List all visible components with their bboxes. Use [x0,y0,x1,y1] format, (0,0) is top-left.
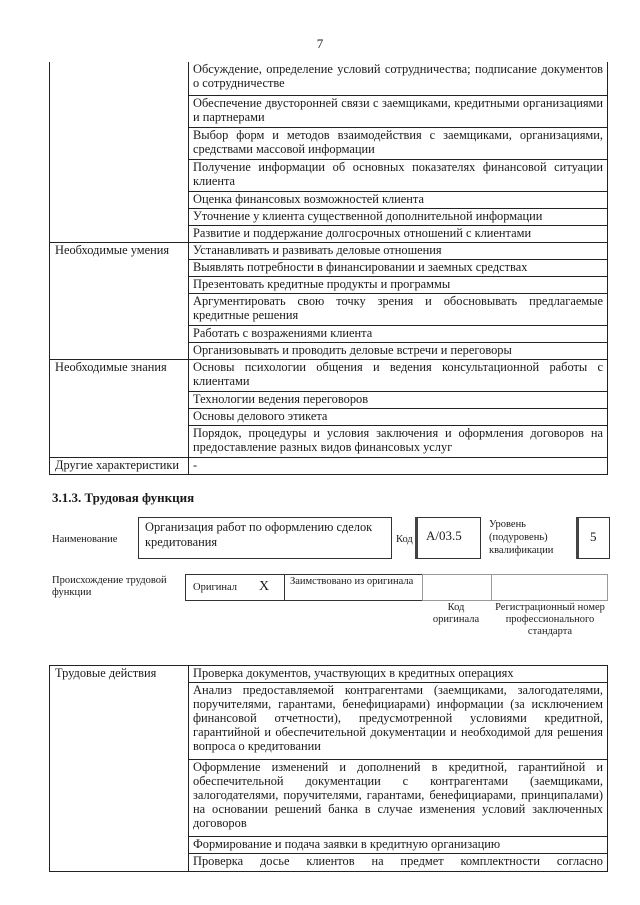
action-item: Анализ предоставляемой контрагентами (заемщиками, залогодателями, поручителями, гарантами, бенефициарами) информации (за исключением финансовой отчетности), предусмотренной условиями кредитной, гарантийной и обеспечительной документации и необходимой для решения вопроса о кредитовании [189,683,608,760]
knowledge-label: Необходимые знания [50,360,189,458]
table-row [50,458,608,475]
section-title: 3.1.3. Трудовая функция [52,490,195,505]
original-code-box [422,574,492,601]
code-label: Код [396,534,413,545]
level-label: Уровень (подуровень) квалификации [489,519,554,556]
knowledge-item: Основы делового этикета [189,409,608,426]
skill-item: Аргументировать свою точку зрения и обосновывать предлагаемые кредитные решения [189,294,608,326]
other-value: - [189,458,608,475]
original-box [185,574,285,601]
table-row [50,666,608,683]
knowledge-item: Порядок, процедуры и условия заключения и оформления договоров на предоставление разных видов финансовых услуг [189,426,608,458]
action-item: Обеспечение двусторонней связи с заемщиками, кредитными организациями и партнерами [189,96,608,128]
level-box [576,517,610,559]
code-value: А/03.5 [426,528,462,543]
action-item: Развитие и поддержание долгосрочных отношений с клиентами [189,226,608,243]
action-item: Проверка документов, участвующих в кредитных операциях [189,666,608,683]
original-label: Оригинал [193,582,237,593]
action-item: Оформление изменений и дополнений в кредитной, гарантийной и обеспечительной документации с контрагентами (заемщиками, залогодателями, поручителями, гарантами, бенефициарами, принципалами) на основании решений банка в случае изменения условий заключенных договоров [189,760,608,837]
labor-actions-label: Трудовые действия [50,666,189,872]
continued-label-cell [50,62,189,243]
name-label: Наименование [52,534,118,545]
page-number: 7 [316,36,324,51]
skill-item: Работать с возражениями клиента [189,326,608,343]
function-name: Организация работ по оформлению сделок кредитования [145,520,373,549]
knowledge-item: Основы психологии общения и ведения консультационной работы с клиентами [189,360,608,392]
borrowed-label: Заимствовано из оригинала [290,576,414,587]
action-item: Обсуждение, определение условий сотрудничества; подписание документов о сотрудничестве [189,62,608,96]
code-caption: Код оригинала [432,602,480,625]
skill-item: Организовывать и проводить деловые встречи и переговоры [189,343,608,360]
origin-label: Происхождение трудовой функции [52,575,167,598]
table-row [50,62,608,96]
code-box [415,517,481,559]
table-row [50,360,608,392]
action-item: Формирование и подача заявки в кредитную организацию [189,837,608,854]
knowledge-item: Технологии ведения переговоров [189,392,608,409]
level-value: 5 [590,529,597,544]
registration-caption: Регистрационный номер профессионального стандарта [495,602,605,637]
skill-item: Устанавливать и развивать деловые отношения [189,243,608,260]
skill-item: Презентовать кредитные продукты и программы [189,277,608,294]
table-row [50,243,608,260]
name-box [138,517,392,559]
registration-number-box [491,574,608,601]
action-item: Выбор форм и методов взаимодействия с заемщиками, организациями, средствами массовой информации [189,128,608,160]
action-item: Получение информации об основных показателях финансовой ситуации клиента [189,160,608,192]
other-label: Другие характеристики [50,458,189,475]
skills-label: Необходимые умения [50,243,189,360]
competency-table [49,62,608,475]
labor-actions-table [49,665,608,872]
skill-item: Выявлять потребности в финансировании и заемных средствах [189,260,608,277]
action-item: Уточнение у клиента существенной дополнительной информации [189,209,608,226]
borrowed-box [284,574,423,601]
original-mark: X [259,579,270,594]
action-item: Оценка финансовых возможностей клиента [189,192,608,209]
action-item: Проверка досье клиентов на предмет комплектности согласно [189,854,608,872]
